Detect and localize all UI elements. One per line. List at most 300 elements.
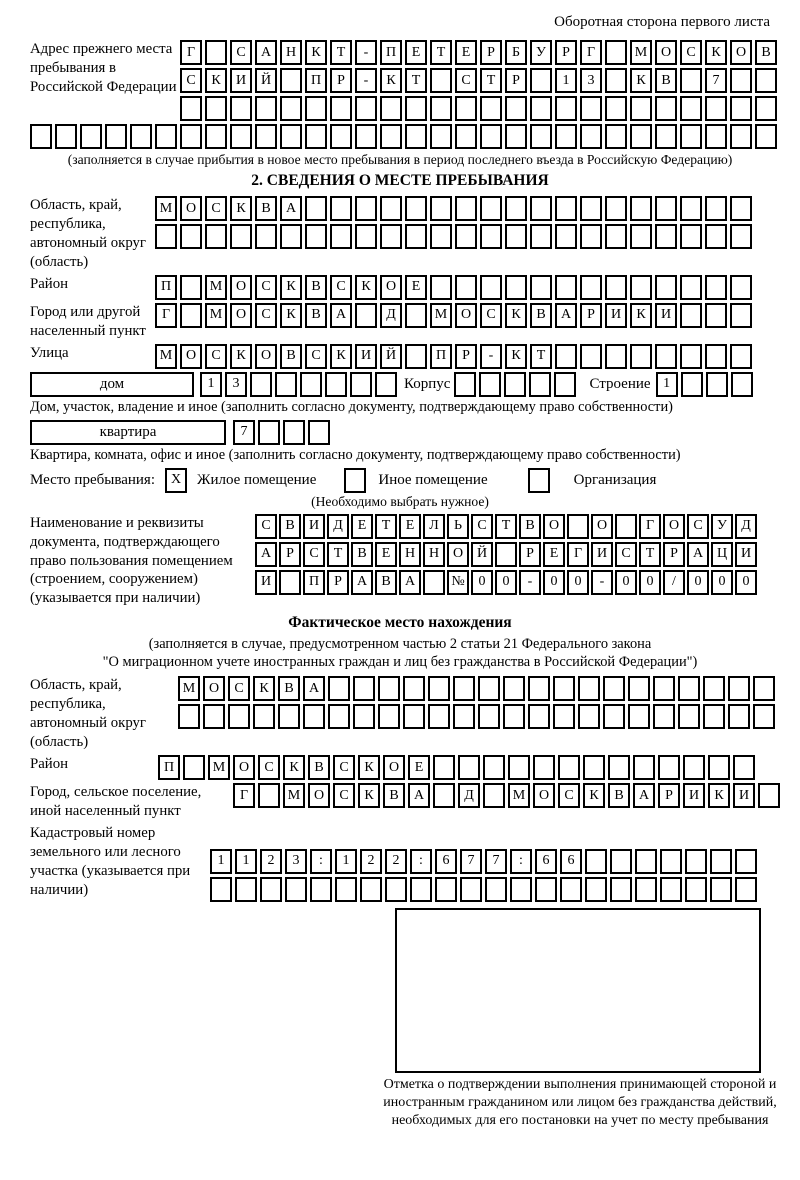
char-cell[interactable] [635,877,657,902]
char-cell[interactable]: О [591,514,613,539]
char-cell[interactable]: О [383,755,405,780]
char-cell[interactable]: К [380,68,402,93]
char-cell[interactable] [479,372,501,397]
char-cell[interactable]: 6 [535,849,557,874]
char-cell[interactable] [535,877,557,902]
char-cell[interactable] [753,676,775,701]
char-cell[interactable] [283,420,305,445]
char-cell[interactable]: В [278,676,300,701]
char-cell[interactable] [455,124,477,149]
char-cell[interactable] [730,68,752,93]
char-cell[interactable] [580,275,602,300]
char-cell[interactable]: Е [405,275,427,300]
char-cell[interactable]: 0 [639,570,661,595]
char-cell[interactable] [678,676,700,701]
char-cell[interactable]: 3 [285,849,307,874]
char-cell[interactable]: К [230,344,252,369]
char-cell[interactable]: С [330,275,352,300]
char-cell[interactable] [228,704,250,729]
char-cell[interactable]: № [447,570,469,595]
char-cell[interactable] [280,224,302,249]
char-cell[interactable] [755,68,777,93]
char-cell[interactable] [458,755,480,780]
char-cell[interactable] [280,124,302,149]
char-cell[interactable] [705,303,727,328]
char-cell[interactable]: П [380,40,402,65]
char-cell[interactable]: К [283,755,305,780]
char-cell[interactable]: Е [375,542,397,567]
char-cell[interactable] [355,196,377,221]
char-cell[interactable] [605,68,627,93]
char-cell[interactable]: К [630,303,652,328]
char-cell[interactable] [580,224,602,249]
char-cell[interactable]: К [358,755,380,780]
char-cell[interactable]: П [303,570,325,595]
char-cell[interactable] [558,755,580,780]
char-cell[interactable] [755,96,777,121]
char-cell[interactable]: К [253,676,275,701]
char-cell[interactable] [530,96,552,121]
char-cell[interactable]: В [305,303,327,328]
char-cell[interactable]: 0 [495,570,517,595]
char-cell[interactable] [505,96,527,121]
char-cell[interactable]: В [655,68,677,93]
char-cell[interactable]: М [430,303,452,328]
char-cell[interactable] [680,224,702,249]
char-cell[interactable]: Р [505,68,527,93]
char-cell[interactable] [375,372,397,397]
char-cell[interactable]: Ь [447,514,469,539]
char-cell[interactable] [310,877,332,902]
char-cell[interactable]: С [687,514,709,539]
char-cell[interactable] [705,124,727,149]
char-cell[interactable] [430,68,452,93]
char-cell[interactable] [433,783,455,808]
char-cell[interactable] [180,96,202,121]
char-cell[interactable] [430,224,452,249]
char-cell[interactable] [303,704,325,729]
char-cell[interactable] [605,275,627,300]
char-cell[interactable] [678,704,700,729]
char-cell[interactable] [480,275,502,300]
char-cell[interactable] [255,124,277,149]
char-cell[interactable] [680,344,702,369]
char-cell[interactable]: 1 [210,849,232,874]
char-cell[interactable] [250,372,272,397]
char-cell[interactable] [455,196,477,221]
char-cell[interactable] [405,224,427,249]
char-cell[interactable]: Б [505,40,527,65]
char-cell[interactable]: А [687,542,709,567]
char-cell[interactable]: 2 [260,849,282,874]
char-cell[interactable]: М [178,676,200,701]
char-cell[interactable] [603,704,625,729]
char-cell[interactable]: 1 [235,849,257,874]
char-cell[interactable] [480,96,502,121]
char-cell[interactable] [255,224,277,249]
char-cell[interactable] [205,224,227,249]
char-cell[interactable] [485,877,507,902]
char-cell[interactable]: А [280,196,302,221]
char-cell[interactable]: А [351,570,373,595]
char-cell[interactable] [305,224,327,249]
char-cell[interactable]: 1 [656,372,678,397]
char-cell[interactable]: О [180,196,202,221]
char-cell[interactable] [730,196,752,221]
char-cell[interactable] [355,224,377,249]
char-cell[interactable]: Р [279,542,301,567]
char-cell[interactable]: А [555,303,577,328]
char-cell[interactable]: С [303,542,325,567]
char-cell[interactable] [260,877,282,902]
char-cell[interactable]: В [530,303,552,328]
char-cell[interactable] [350,372,372,397]
char-cell[interactable] [205,124,227,149]
char-cell[interactable]: С [615,542,637,567]
char-cell[interactable]: - [519,570,541,595]
char-cell[interactable]: О [380,275,402,300]
char-cell[interactable] [705,275,727,300]
char-cell[interactable] [430,124,452,149]
char-cell[interactable]: А [330,303,352,328]
char-cell[interactable] [583,755,605,780]
char-cell[interactable]: Т [327,542,349,567]
char-cell[interactable] [505,124,527,149]
char-cell[interactable]: А [255,40,277,65]
char-cell[interactable] [405,344,427,369]
char-cell[interactable]: И [605,303,627,328]
char-cell[interactable]: 3 [580,68,602,93]
char-cell[interactable] [280,96,302,121]
char-cell[interactable]: Г [639,514,661,539]
char-cell[interactable]: С [258,755,280,780]
char-cell[interactable] [405,96,427,121]
char-cell[interactable]: С [558,783,580,808]
char-cell[interactable]: О [543,514,565,539]
char-cell[interactable]: Т [495,514,517,539]
char-cell[interactable] [653,676,675,701]
char-cell[interactable]: В [255,196,277,221]
char-cell[interactable] [628,676,650,701]
char-cell[interactable] [380,196,402,221]
char-cell[interactable]: И [733,783,755,808]
char-cell[interactable]: Т [375,514,397,539]
char-cell[interactable] [355,96,377,121]
char-cell[interactable] [380,96,402,121]
char-cell[interactable] [603,676,625,701]
char-cell[interactable] [308,420,330,445]
char-cell[interactable]: С [230,40,252,65]
char-cell[interactable] [567,514,589,539]
char-cell[interactable]: Г [155,303,177,328]
char-cell[interactable] [660,877,682,902]
char-cell[interactable] [230,224,252,249]
char-cell[interactable]: К [583,783,605,808]
char-cell[interactable] [553,704,575,729]
char-cell[interactable]: Р [580,303,602,328]
char-cell[interactable] [555,224,577,249]
char-cell[interactable]: С [255,303,277,328]
char-cell[interactable] [403,676,425,701]
char-cell[interactable]: У [711,514,733,539]
char-cell[interactable]: Е [405,40,427,65]
char-cell[interactable]: Т [330,40,352,65]
char-cell[interactable] [533,755,555,780]
char-cell[interactable] [710,849,732,874]
char-cell[interactable] [755,124,777,149]
char-cell[interactable]: Г [180,40,202,65]
char-cell[interactable] [605,124,627,149]
char-cell[interactable]: / [663,570,685,595]
char-cell[interactable]: И [655,303,677,328]
char-cell[interactable] [610,849,632,874]
char-cell[interactable]: К [355,275,377,300]
char-cell[interactable]: С [333,755,355,780]
char-cell[interactable] [680,96,702,121]
char-cell[interactable]: А [303,676,325,701]
char-cell[interactable] [380,224,402,249]
char-cell[interactable]: - [591,570,613,595]
char-cell[interactable]: 1 [335,849,357,874]
char-cell[interactable] [205,40,227,65]
char-cell[interactable] [454,372,476,397]
char-cell[interactable]: И [735,542,757,567]
char-cell[interactable]: Й [471,542,493,567]
char-cell[interactable]: 7 [485,849,507,874]
char-cell[interactable]: И [355,344,377,369]
char-cell[interactable]: В [383,783,405,808]
char-cell[interactable] [635,849,657,874]
char-cell[interactable]: Р [519,542,541,567]
char-cell[interactable]: Д [735,514,757,539]
char-cell[interactable]: Р [455,344,477,369]
char-cell[interactable]: В [755,40,777,65]
char-cell[interactable] [578,676,600,701]
char-cell[interactable] [528,704,550,729]
char-cell[interactable] [733,755,755,780]
char-cell[interactable] [735,877,757,902]
char-cell[interactable] [630,96,652,121]
char-cell[interactable] [183,755,205,780]
char-cell[interactable]: Р [330,68,352,93]
char-cell[interactable] [705,344,727,369]
char-cell[interactable] [360,877,382,902]
char-cell[interactable]: С [205,196,227,221]
char-cell[interactable] [508,755,530,780]
inoe-checkbox[interactable] [344,468,366,493]
char-cell[interactable] [685,849,707,874]
char-cell[interactable]: Ц [711,542,733,567]
char-cell[interactable] [730,344,752,369]
char-cell[interactable] [560,877,582,902]
char-cell[interactable]: М [155,196,177,221]
char-cell[interactable]: 0 [615,570,637,595]
char-cell[interactable] [280,68,302,93]
char-cell[interactable] [630,344,652,369]
char-cell[interactable] [655,275,677,300]
char-cell[interactable]: Р [480,40,502,65]
char-cell[interactable] [605,40,627,65]
char-cell[interactable]: 0 [687,570,709,595]
char-cell[interactable]: С [228,676,250,701]
char-cell[interactable]: 0 [711,570,733,595]
char-cell[interactable]: Р [555,40,577,65]
char-cell[interactable] [353,676,375,701]
char-cell[interactable] [580,124,602,149]
char-cell[interactable] [405,196,427,221]
char-cell[interactable]: К [280,275,302,300]
char-cell[interactable]: - [355,40,377,65]
char-cell[interactable]: 2 [385,849,407,874]
char-cell[interactable] [460,877,482,902]
char-cell[interactable]: С [471,514,493,539]
char-cell[interactable]: О [180,344,202,369]
char-cell[interactable] [585,877,607,902]
char-cell[interactable] [253,704,275,729]
char-cell[interactable] [505,196,527,221]
char-cell[interactable] [155,124,177,149]
char-cell[interactable]: Е [408,755,430,780]
char-cell[interactable] [655,224,677,249]
char-cell[interactable]: А [633,783,655,808]
char-cell[interactable] [706,372,728,397]
char-cell[interactable] [235,877,257,902]
char-cell[interactable]: О [308,783,330,808]
char-cell[interactable] [730,224,752,249]
char-cell[interactable] [410,877,432,902]
char-cell[interactable]: П [158,755,180,780]
char-cell[interactable]: О [533,783,555,808]
char-cell[interactable] [430,275,452,300]
char-cell[interactable] [255,96,277,121]
char-cell[interactable] [105,124,127,149]
char-cell[interactable] [30,124,52,149]
char-cell[interactable] [530,275,552,300]
char-cell[interactable] [555,124,577,149]
char-cell[interactable]: Л [423,514,445,539]
char-cell[interactable] [330,196,352,221]
char-cell[interactable]: К [330,344,352,369]
char-cell[interactable] [483,783,505,808]
char-cell[interactable] [605,344,627,369]
char-cell[interactable]: О [203,676,225,701]
char-cell[interactable] [180,275,202,300]
char-cell[interactable]: 1 [555,68,577,93]
char-cell[interactable]: А [408,783,430,808]
char-cell[interactable] [503,676,525,701]
char-cell[interactable] [730,124,752,149]
char-cell[interactable]: К [708,783,730,808]
char-cell[interactable]: Т [530,344,552,369]
char-cell[interactable]: 2 [360,849,382,874]
char-cell[interactable]: Г [567,542,589,567]
char-cell[interactable] [405,124,427,149]
char-cell[interactable] [630,275,652,300]
char-cell[interactable] [480,196,502,221]
char-cell[interactable]: Г [580,40,602,65]
char-cell[interactable] [305,96,327,121]
char-cell[interactable] [258,783,280,808]
organizatsiya-checkbox[interactable] [528,468,550,493]
char-cell[interactable]: О [230,303,252,328]
char-cell[interactable]: С [305,344,327,369]
char-cell[interactable] [205,96,227,121]
char-cell[interactable] [480,224,502,249]
char-cell[interactable]: В [308,755,330,780]
char-cell[interactable] [505,224,527,249]
char-cell[interactable] [680,275,702,300]
char-cell[interactable] [55,124,77,149]
char-cell[interactable] [428,704,450,729]
char-cell[interactable]: В [351,542,373,567]
char-cell[interactable] [730,275,752,300]
char-cell[interactable] [703,676,725,701]
char-cell[interactable] [580,196,602,221]
char-cell[interactable]: Й [380,344,402,369]
char-cell[interactable] [510,877,532,902]
char-cell[interactable] [680,196,702,221]
char-cell[interactable] [728,676,750,701]
char-cell[interactable] [655,96,677,121]
char-cell[interactable] [728,704,750,729]
char-cell[interactable]: П [430,344,452,369]
char-cell[interactable]: Е [399,514,421,539]
char-cell[interactable] [555,96,577,121]
char-cell[interactable]: Р [327,570,349,595]
char-cell[interactable] [530,196,552,221]
char-cell[interactable] [130,124,152,149]
char-cell[interactable] [495,542,517,567]
char-cell[interactable] [180,303,202,328]
char-cell[interactable] [328,704,350,729]
char-cell[interactable] [608,755,630,780]
char-cell[interactable] [455,96,477,121]
char-cell[interactable] [423,570,445,595]
char-cell[interactable]: С [255,514,277,539]
char-cell[interactable] [435,877,457,902]
char-cell[interactable]: М [208,755,230,780]
char-cell[interactable] [380,124,402,149]
char-cell[interactable] [180,124,202,149]
char-cell[interactable]: Т [480,68,502,93]
char-cell[interactable] [478,676,500,701]
char-cell[interactable] [385,877,407,902]
char-cell[interactable]: К [505,303,527,328]
char-cell[interactable]: В [279,514,301,539]
char-cell[interactable] [80,124,102,149]
char-cell[interactable]: Н [423,542,445,567]
char-cell[interactable] [610,877,632,902]
char-cell[interactable] [605,96,627,121]
char-cell[interactable] [403,704,425,729]
char-cell[interactable] [731,372,753,397]
char-cell[interactable]: О [230,275,252,300]
char-cell[interactable] [705,224,727,249]
char-cell[interactable] [483,755,505,780]
char-cell[interactable] [330,224,352,249]
char-cell[interactable]: О [663,514,685,539]
char-cell[interactable] [680,68,702,93]
char-cell[interactable]: С [205,344,227,369]
char-cell[interactable] [305,196,327,221]
char-cell[interactable]: Н [280,40,302,65]
char-cell[interactable]: И [683,783,705,808]
char-cell[interactable] [405,303,427,328]
char-cell[interactable] [430,96,452,121]
char-cell[interactable] [480,124,502,149]
char-cell[interactable]: 3 [225,372,247,397]
char-cell[interactable] [230,124,252,149]
